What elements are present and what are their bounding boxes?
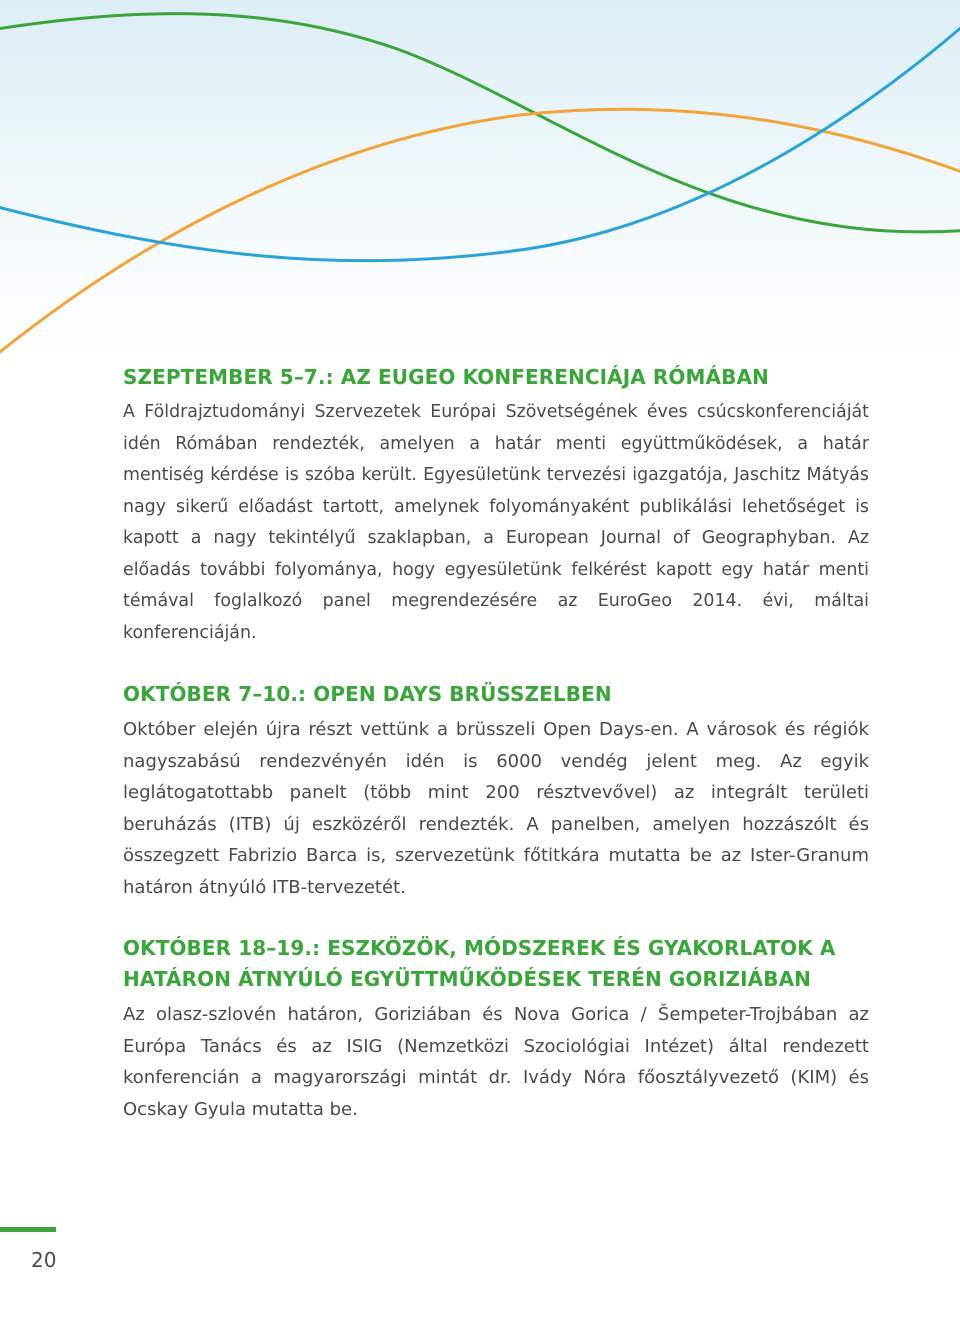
section-gorizia bbox=[123, 933, 869, 1125]
section-body: Az olasz-szlovén határon, Goriziában és Nova Gorica / Šempeter-Trojbában az Európa Tanács és az ISIG (Nemzetközi Szociológiai Intézet) által rendezett konferencián a magyarországi mintát dr. Ivády Nóra főosztályvezető (KIM) és Ocskay Gyula mutatta be. bbox=[123, 1004, 869, 1120]
section-eugeo bbox=[123, 362, 869, 649]
page-number-bar bbox=[0, 1227, 56, 1232]
green-curve bbox=[0, 14, 960, 232]
decorative-curves bbox=[0, 0, 960, 360]
blue-curve bbox=[0, 20, 960, 261]
orange-curve bbox=[0, 109, 960, 360]
article-content bbox=[123, 362, 869, 1155]
section-heading: OKTÓBER 7–10.: OPEN DAYS BRÜSSZELBEN bbox=[123, 682, 612, 706]
section-heading: OKTÓBER 18–19.: ESZKÖZÖK, MÓDSZEREK ÉS GYAKORLATOK A HATÁRON ÁTNYÚLÓ EGYÜTTMŰKÖDÉSEK TERÉN GORIZIÁBAN bbox=[123, 936, 836, 991]
section-body: A Földrajztudományi Szervezetek Európai Szövetségének éves csúcskonferenciáját idén Rómában rendezték, amelyen a határ menti együttműködések, a határ mentiség kérdése is szóba került. Egyesületünk tervezési igazgatója, Jaschitz Mátyás nagy sikerű előadást tartott, amelynek folyományaként publikálási lehetőséget is kapott a nagy tekintélyű szaklapban, a European Journal of Geographyban. Az előadás további folyománya, hogy egyesületünk felkérést kapott egy határ menti témával foglalkozó panel megrendezésére az EuroGeo 2014. évi, máltai konferenciáján. bbox=[123, 402, 869, 643]
page-number: 20 bbox=[31, 1248, 57, 1272]
section-body: Október elején újra részt vettünk a brüsszeli Open Days-en. A városok és régiók nagyszabású rendezvényén idén is 6000 vendég jelent meg. Az egyik leglátogatottabb panelt (több mint 200 résztvevővel) az integrált területi beruházás (ITB) új eszközéről rendezték. A panelben, amelyen hozzászólt és összegzett Fabrizio Barca is, szervezetünk főtitkára mutatta be az Ister-Granum határon átnyúló ITB-tervezetét. bbox=[123, 719, 869, 898]
section-open-days bbox=[123, 679, 869, 903]
section-heading: SZEPTEMBER 5–7.: AZ EUGEO KONFERENCIÁJA RÓMÁBAN bbox=[123, 365, 769, 389]
